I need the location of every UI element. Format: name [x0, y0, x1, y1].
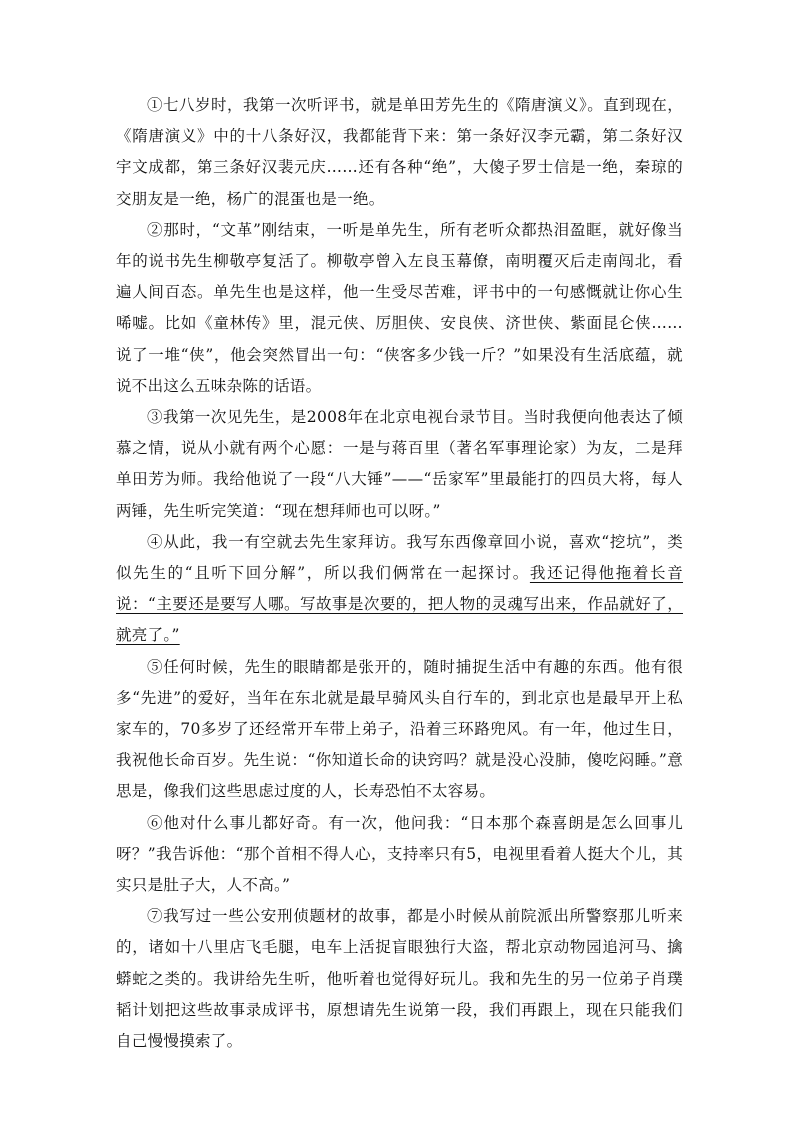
- paragraph-4: [116, 527, 683, 652]
- paragraph-7: ⑦我写过一些公安刑侦题材的故事，都是小时候从前院派出所警察那儿听来的，诸如十八里店飞毛腿，电车上活捉盲眼独行大盗，帮北京动物园追河马、擒蟒蛇之类的。我讲给先生听，他听着也觉得好玩儿。我和先生的另一位弟子肖璞韬计划把这些故事录成评书，原想请先生说第一段，我们再跟上，现在只能我们自己慢慢摸索了。: [116, 907, 683, 1051]
- paragraph-3: ③我第一次见先生，是2008年在北京电视台录节目。当时我便向他表达了倾慕之情，说从小就有两个心愿：一是与蒋百里（著名军事理论家）为友，二是拜单田芳为师。我给他说了一段“八大锤”——“岳家军”里最能打的四员大将，每人两锤，先生听完笑道：“现在想拜师也可以呀。”: [116, 408, 683, 520]
- document-page: [116, 90, 683, 1057]
- paragraph-6: ⑥他对什么事儿都好奇。有一次，他问我：“日本那个森喜朗是怎么回事儿呀？”我告诉他：“那个首相不得人心，支持率只有5，电视里看着人挺大个儿，其实只是肚子大，人不高。”: [116, 813, 683, 895]
- paragraph-1: ①七八岁时，我第一次听评书，就是单田芳先生的《隋唐演义》。直到现在，《隋唐演义》中的十八条好汉，我都能背下来：第一条好汉李元霸，第二条好汉宇文成都，第三条好汉裴元庆……还有各种“绝”，大傻子罗士信是一绝，秦琼的交朋友是一绝，杨广的混蛋也是一绝。: [116, 96, 683, 208]
- paragraph-2: ②那时，“文革”刚结束，一听是单先生，所有老听众都热泪盈眶，就好像当年的说书先生柳敬亭复活了。柳敬亭曾入左良玉幕僚，南明覆灭后走南闯北，看遍人间百态。单先生也是这样，他一生受尽苦难，评书中的一句感慨就让你心生唏嘘。比如《童林传》里，混元侠、厉胆侠、安良侠、济世侠、紫面昆仑侠……说了一堆“侠”，他会突然冒出一句：“侠客多少钱一斤？”如果没有生活底蕴，就说不出这么五味杂陈的话语。: [116, 220, 683, 395]
- underlined-quote: 我还记得他拖着长音说：“主要还是要写人哪。写故事是次要的，把人物的灵魂写出来，作品就好了，就亮了。”: [116, 564, 684, 645]
- paragraph-5: ⑤任何时候，先生的眼睛都是张开的，随时捕捉生活中有趣的东西。他有很多“先进”的爱好，当年在东北就是最早骑风头自行车的，到北京也是最早开上私家车的，70多岁了还经常开车带上弟子，沿着三环路兜风。有一年，他过生日，我祝他长命百岁。先生说：“你知道长命的诀窍吗？就是没心没肺，傻吃闷睡。”意思是，像我们这些思虑过度的人，长寿恐怕不太容易。: [116, 657, 683, 801]
- paragraph-4-text: ④从此，我一有空就去先生家拜访。我写东西像章回小说，喜欢“挖坑”，类似先生的“且听下回分解”，所以我们俩常在一起探讨。: [116, 532, 683, 583]
